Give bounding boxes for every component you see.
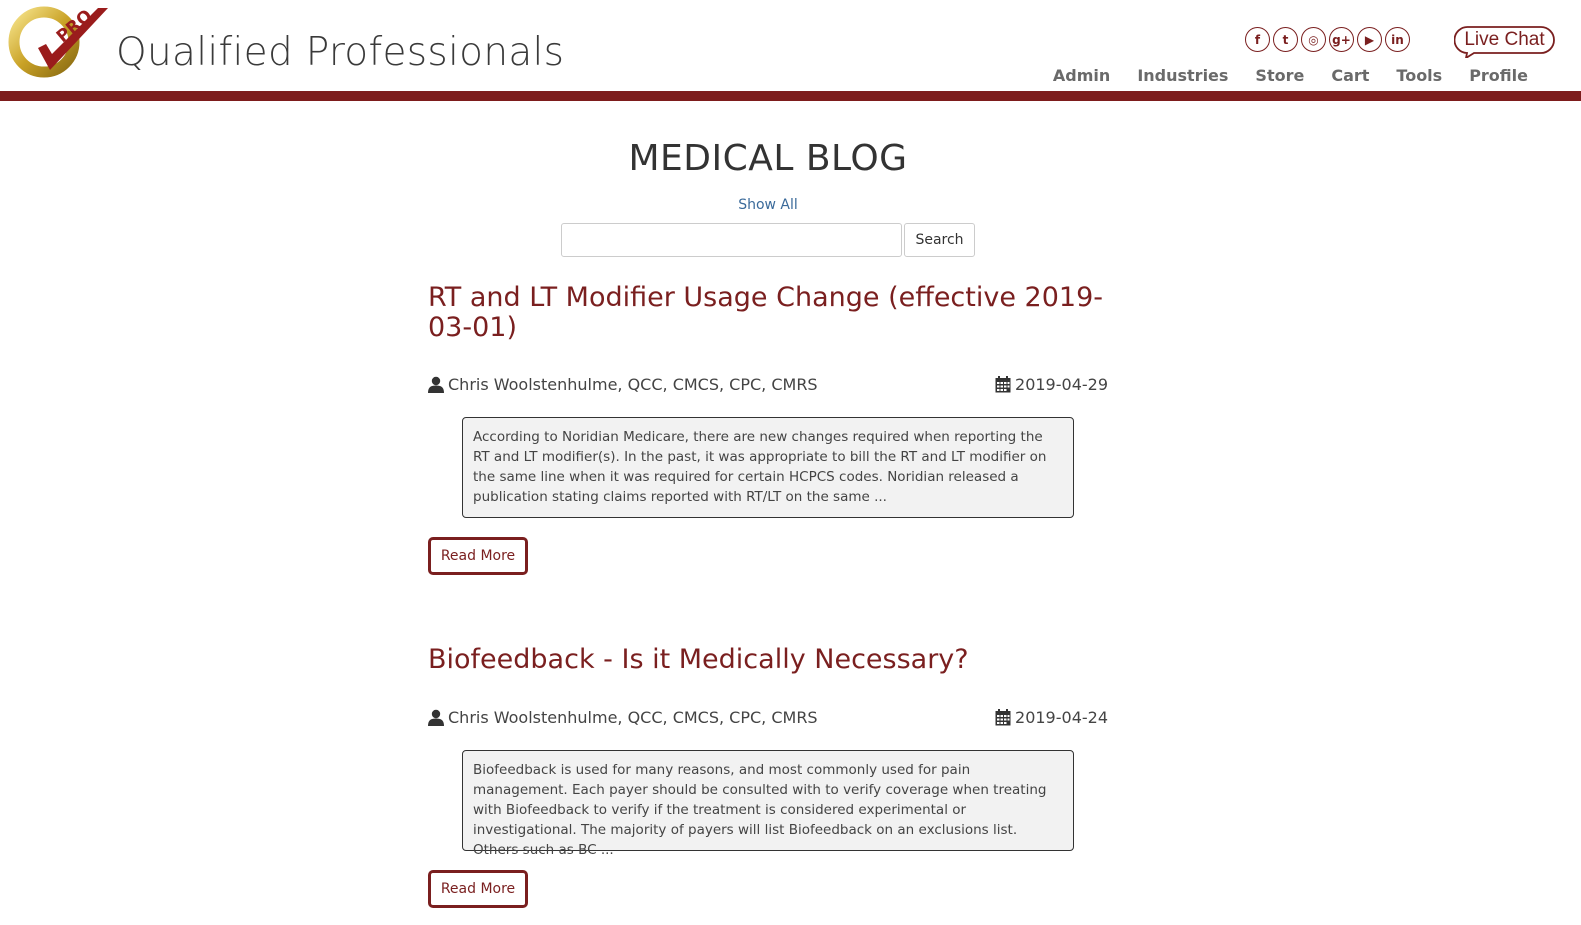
site-title[interactable]: Qualified Professionals (116, 30, 565, 75)
post-excerpt: According to Noridian Medicare, there are new changes required when reporting the RT and LT modifier(s). In the past, it was appropriate to bill the RT and LT modifier on the same line when it was required for certain HCPCS codes. Noridian released a publication stating claims reported with RT/LT on the same ... (462, 417, 1074, 518)
facebook-icon[interactable]: f (1245, 27, 1270, 52)
youtube-icon[interactable]: ▶ (1357, 27, 1382, 52)
instagram-icon[interactable]: ◎ (1301, 27, 1326, 52)
nav-admin[interactable]: Admin (1052, 66, 1111, 85)
post-date (995, 375, 1108, 394)
post-meta (428, 708, 1108, 730)
twitter-icon[interactable]: t (1273, 27, 1298, 52)
nav-cart[interactable]: Cart (1331, 66, 1370, 85)
linkedin-icon[interactable]: in (1385, 27, 1410, 52)
page-title: MEDICAL BLOG (628, 138, 908, 179)
nav-tools[interactable]: Tools (1396, 66, 1443, 85)
calendar-icon (995, 709, 1011, 726)
user-icon (428, 376, 444, 393)
svg-text:PRO: PRO (52, 5, 97, 47)
calendar-icon (995, 376, 1011, 393)
post-excerpt: Biofeedback is used for many reasons, and most commonly used for pain management. Each payer should be consulted with to verify coverage when treating with Biofeedback to verify if the treatment is considered experimental or investigational. The majority of payers will list Biofeedback on an exclusions list. Others such as BC ... (462, 750, 1074, 851)
post-meta (428, 375, 1108, 397)
user-icon (428, 709, 444, 726)
nav-industries[interactable]: Industries (1137, 66, 1229, 85)
nav-store[interactable]: Store (1255, 66, 1305, 85)
read-more-button[interactable]: Read More (428, 537, 528, 575)
blog-post (428, 645, 1108, 925)
search-input[interactable] (561, 223, 902, 257)
post-author-name: Chris Woolstenhulme, QCC, CMCS, CPC, CMRS (448, 375, 818, 394)
show-all-link[interactable]: Show All (738, 197, 798, 213)
blog-post (428, 283, 1108, 583)
site-header (0, 0, 1581, 101)
post-author-name: Chris Woolstenhulme, QCC, CMCS, CPC, CMRS (448, 708, 818, 727)
nav-profile[interactable]: Profile (1469, 66, 1528, 85)
header-divider (0, 91, 1581, 101)
post-date (995, 708, 1108, 727)
post-title[interactable]: Biofeedback - Is it Medically Necessary? (428, 644, 969, 675)
post-date-value: 2019-04-29 (1015, 375, 1108, 394)
search-button[interactable]: Search (904, 223, 975, 257)
read-more-button[interactable]: Read More (428, 870, 528, 908)
qpro-logo[interactable] (8, 4, 112, 80)
social-links (1245, 27, 1410, 52)
post-title[interactable]: RT and LT Modifier Usage Change (effective 2019-03-01) (428, 282, 1103, 343)
live-chat-button[interactable] (1454, 26, 1555, 58)
post-author (428, 708, 818, 727)
google-plus-icon[interactable]: g+ (1329, 27, 1354, 52)
post-date-value: 2019-04-24 (1015, 708, 1108, 727)
post-author (428, 375, 818, 394)
live-chat-label: Live Chat (1464, 29, 1545, 50)
main-nav (1026, 66, 1528, 85)
